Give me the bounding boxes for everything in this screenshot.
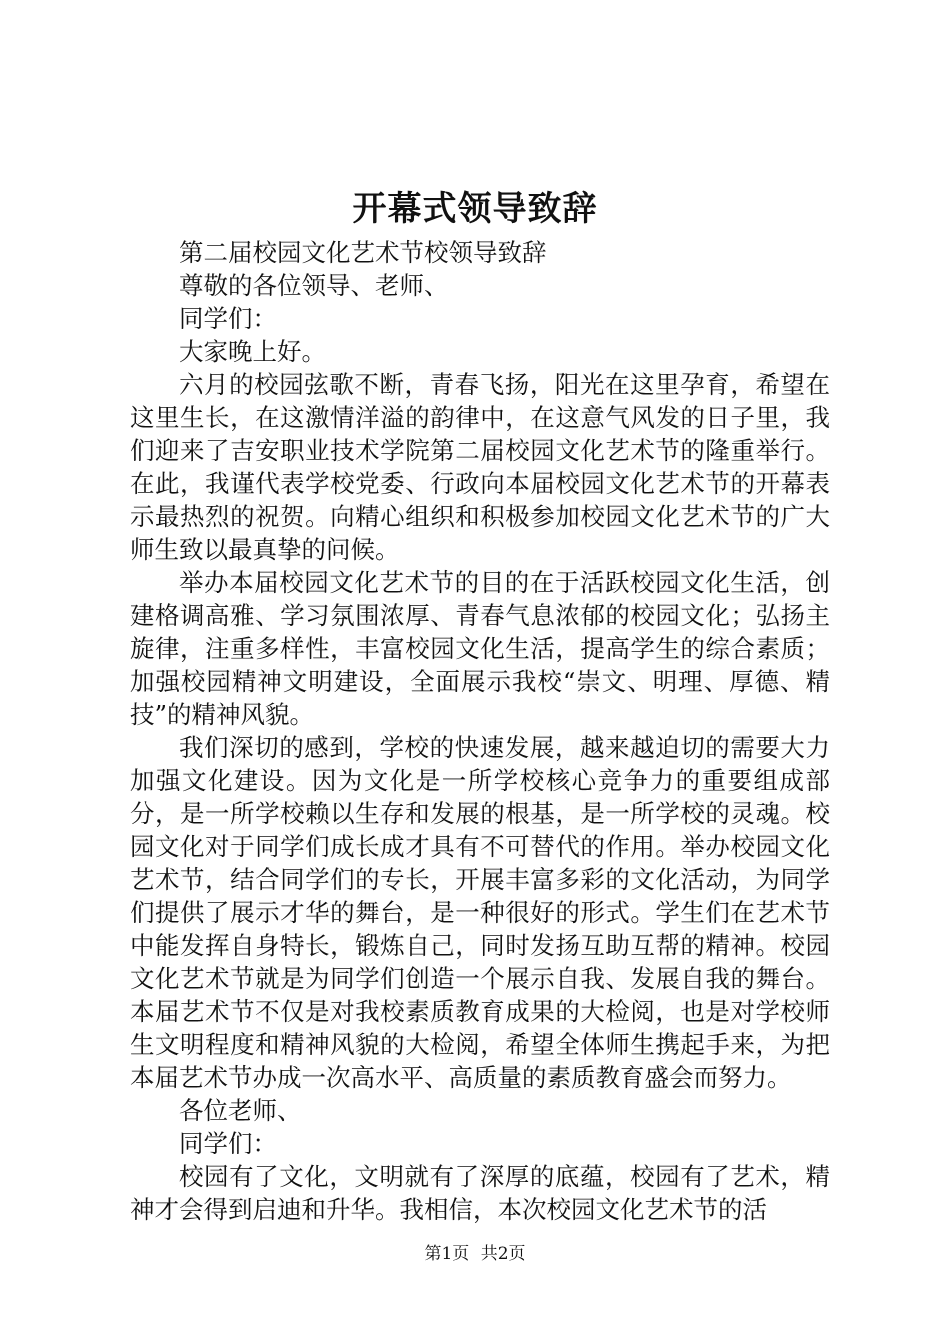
page-footer [0,1242,950,1266]
paragraph-closing: 校园有了文化，文明就有了深厚的底蕴，校园有了艺术，精神才会得到启迪和升华。我相信，本次校园文化艺术节的活 [130,1162,830,1224]
paragraph-purpose: 举办本届校园文化艺术节的目的在于活跃校园文化生活，创建格调高雅、学习氛围浓厚、青春气息浓郁的校园文化；弘扬主旋律，注重多样性，丰富校园文化生活，提高学生的综合素质；加强校园精神文明建设，全面展示我校“崇文、明理、厚德、精技”的精神风貌。 [130,568,830,729]
document-body [130,236,830,1226]
paragraph-greeting: 大家晚上好。 [179,337,326,366]
paragraph-salutation-students-2: 同学们： [179,1129,277,1158]
paragraph-culture: 我们深切的感到，学校的快速发展，越来越迫切的需要大力加强文化建设。因为文化是一所学校核心竞争力的重要组成部分，是一所学校赖以生存和发展的根基，是一所学校的灵魂。校园文化对于同学们成长成才具有不可替代的作用。举办校园文化艺术节，结合同学们的专长，开展丰富多彩的文化活动，为同学们提供了展示才华的舞台，是一种很好的形式。学生们在艺术节中能发挥自身特长，锻炼自己，同时发扬互助互帮的精神。校园文化艺术节就是为同学们创造一个展示自我、发展自我的舞台。本届艺术节不仅是对我校素质教育成果的大检阅，也是对学校师生文明程度和精神风貌的大检阅，希望全体师生携起手来，为把本届艺术节办成一次高水平、高质量的素质教育盛会而努力。 [130,733,830,1092]
paragraph-subtitle: 第二届校园文化艺术节校领导致辞 [179,238,547,267]
page-total: 共2页 [480,1244,526,1264]
paragraph-opening: 六月的校园弦歌不断，青春飞扬，阳光在这里孕育，希望在这里生长，在这激情洋溢的韵律中，在这意气风发的日子里，我们迎来了吉安职业技术学院第二届校园文化艺术节的隆重举行。在此，我谨代表学校党委、行政向本届校园文化艺术节的开幕表示最热烈的祝贺。向精心组织和积极参加校园文化艺术节的广大师生致以最真挚的问候。 [130,370,830,564]
page-number: 第1页 [424,1244,470,1264]
paragraph-salutation-teachers: 各位老师、 [179,1096,302,1125]
paragraph-salutation-students: 同学们： [179,304,277,333]
document-title: 开幕式领导致辞 [352,189,598,229]
paragraph-salutation-leaders: 尊敬的各位领导、老师、 [179,271,449,300]
